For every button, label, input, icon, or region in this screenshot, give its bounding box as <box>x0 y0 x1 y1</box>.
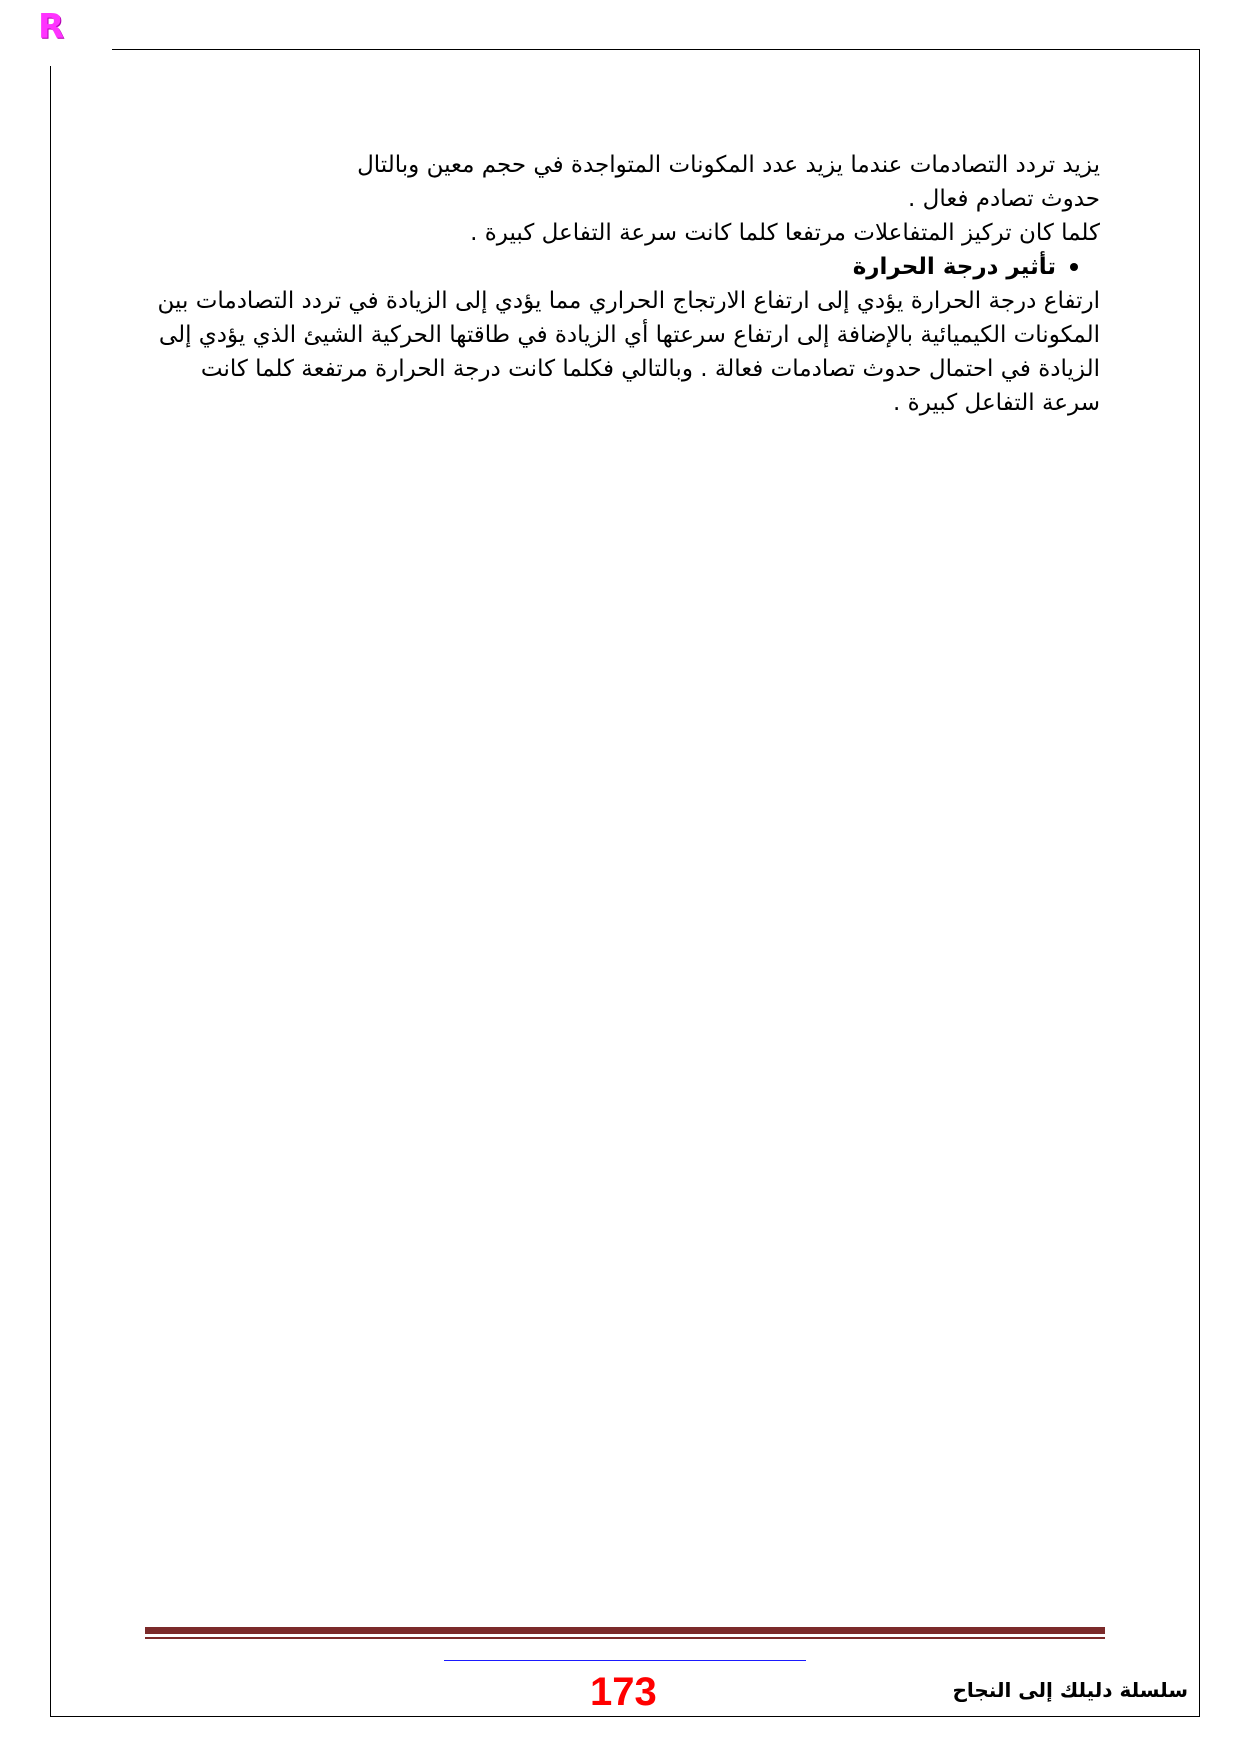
paragraph-concentration: كلما كان تركيز المتفاعلات مرتفعا كلما كانت سرعة التفاعل كبيرة . <box>470 220 1100 246</box>
footer-link-underline <box>444 1660 806 1661</box>
frame-top-border <box>112 49 1200 50</box>
bullet-heading-temperature <box>140 250 1100 284</box>
page-number: 173 <box>590 1670 657 1714</box>
frame-left-border <box>50 66 51 1717</box>
footer-rule-thin <box>145 1637 1105 1639</box>
footer-rule-thick <box>145 1627 1105 1634</box>
paragraph-collision-frequency: يزيد تردد التصادمات عندما يزيد عدد المكونات المتواجدة في حجم معين وبالتال <box>357 152 1100 178</box>
series-title: سلسلة دليلك إلى النجاح <box>952 1678 1188 1702</box>
bullet-icon <box>1070 263 1078 271</box>
frame-bottom-border <box>50 1716 1200 1717</box>
paragraph-temperature-effect: ارتفاع درجة الحرارة يؤدي إلى ارتفاع الارتجاج الحراري مما يؤدي إلى الزيادة في تردد التصادمات بين المكونات الكيميائية بالإضافة إلى ارتفاع سرعتها أي الزيادة في طاقتها الحركية الشيئ الذي يؤدي إلى الزيادة في احتمال حدوث تصادمات فعالة . وبالتالي فكلما كانت درجة الحرارة مرتفعة كلما كانت سرعة التفاعل كبيرة . <box>157 288 1100 416</box>
frame-right-border <box>1199 49 1200 1717</box>
paragraph-collision-frequency-end: حدوث تصادم فعال . <box>908 186 1100 212</box>
bullet-heading-text: تأثير درجة الحرارة <box>852 254 1056 280</box>
corner-logo: R <box>38 7 65 47</box>
page-content <box>140 148 1100 420</box>
